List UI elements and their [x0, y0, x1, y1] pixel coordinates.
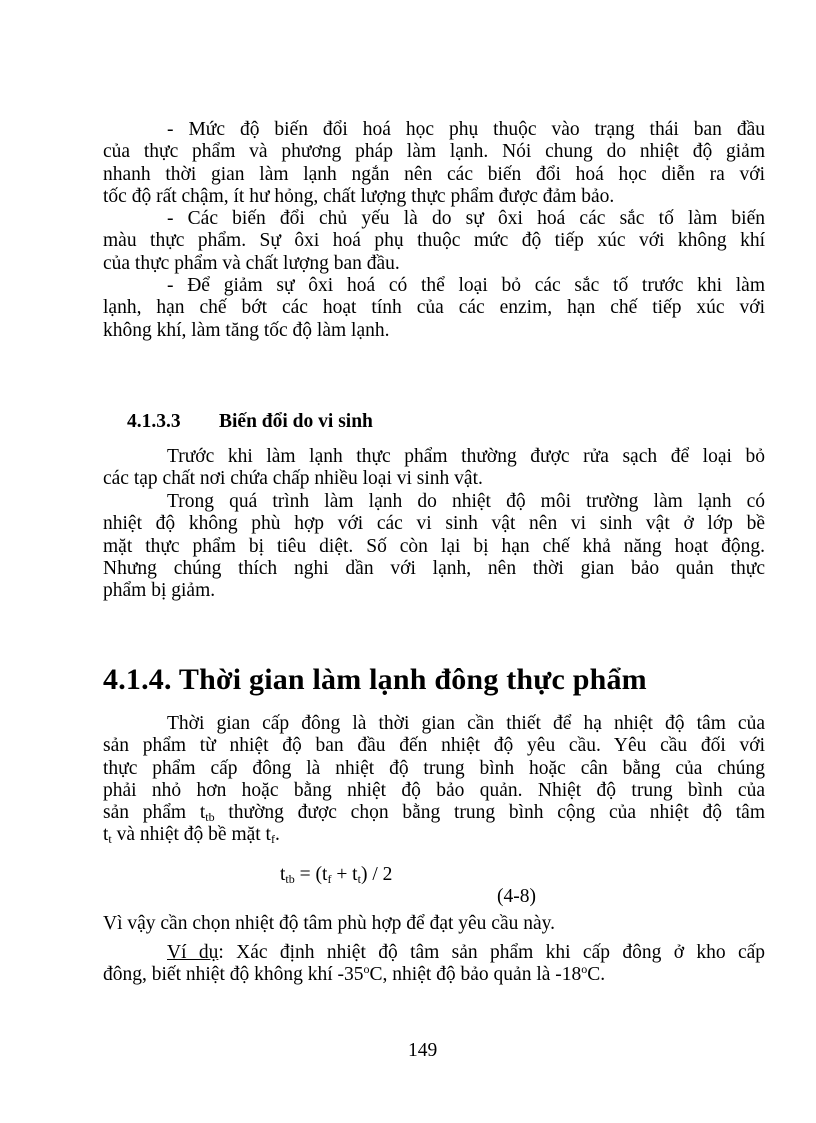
paragraph-chemical-change [103, 119, 765, 208]
section-title: Biến đổi do vi sinh [219, 411, 373, 432]
subscript: t [108, 832, 112, 847]
text-line: Trong quá trình làm lạnh do nhiệt độ môi trường làm lạnh có [167, 491, 765, 512]
text-run: và nhiệt độ bề mặt t [111, 824, 271, 846]
text-run: C, nhiệt độ bảo quản là -18 [369, 964, 582, 986]
text-line: - Mức độ biến đổi hoá học phụ thuộc vào trạng thái ban đầu [167, 119, 765, 140]
text-run: sản phẩm t [103, 802, 206, 824]
superscript: o [363, 962, 370, 977]
text-run: : Xác định nhiệt độ tâm sản phẩm khi cấp đông ở kho cấp [218, 942, 766, 963]
formula-part: + t [331, 864, 358, 885]
paragraph-oxidation [103, 208, 765, 275]
text-line: phải nhỏ hơn hoặc bằng nhiệt độ bảo quản. Nhiệt độ trung bình của [103, 779, 765, 801]
paragraph-choose-core-temp [103, 913, 765, 935]
subscript: t [357, 872, 361, 886]
text-line: - Để giảm sự ôxi hoá có thể loại bỏ các sắc tố trước khi làm [167, 275, 765, 296]
text-run: C. [587, 964, 606, 986]
text-run: . [274, 824, 280, 846]
text-run: thường được chọn bằng trung bình cộng của nhiệt độ tâm [214, 802, 765, 824]
formula-part: ) / 2 [360, 864, 393, 885]
text-line: phẩm bị giảm. [103, 580, 216, 602]
text-line: không khí, làm tăng tốc độ làm lạnh. [103, 319, 390, 341]
paragraph-microbes [103, 491, 765, 602]
section-number: 4.1.3.3 [127, 411, 181, 432]
text-line: Vì vậy cần chọn nhiệt độ tâm phù hợp để đạt yêu cầu này. [103, 913, 555, 934]
paragraph-example [103, 942, 765, 987]
section-heading-414: 4.1.4. Thời gian làm lạnh đông thực phẩm [103, 663, 647, 696]
text-line: - Các biến đổi chủ yếu là do sự ôxi hoá các sắc tố làm biến [167, 208, 765, 229]
text-line: Thời gian cấp đông là thời gian cần thiết để hạ nhiệt độ tâm của [167, 713, 765, 734]
page-number: 149 [408, 1040, 438, 1061]
text-line: nhanh thời gian làm lạnh ngắn nên các biến đổi hoá học diễn ra với [103, 163, 765, 185]
subscript: f [327, 872, 332, 886]
subscript: tb [205, 810, 215, 825]
text-line: mặt thực phẩm bị tiêu diệt. Số còn lại bị hạn chế khả năng hoạt động. [103, 535, 765, 557]
subscript: f [270, 832, 275, 847]
example-label: Ví dụ [167, 942, 219, 963]
text-line: thực phẩm cấp đông là nhiệt độ trung bình hoặc cân bằng của chúng [103, 757, 765, 779]
paragraph-washing [103, 446, 765, 491]
text-line: Trước khi làm lạnh thực phẩm thường được rửa sạch để loại bỏ [167, 446, 765, 467]
text-line [103, 824, 765, 846]
paragraph-freezing-time [103, 713, 765, 847]
text-line: Nhưng chúng thích nghi dần với lạnh, nên thời gian bảo quản thực [103, 557, 765, 579]
formula-part: = (t [294, 864, 328, 885]
text-line: của thực phẩm và chất lượng ban đầu. [103, 252, 400, 274]
text-line: nhiệt độ không phù hợp với các vi sinh vật nên vi sinh vật ở lớp bề [103, 513, 765, 535]
text-run: đông, biết nhiệt độ không khí -35 [103, 964, 364, 986]
text-line [103, 802, 765, 824]
paragraph-reduce-oxidation [103, 275, 765, 342]
text-line: tốc độ rất chậm, ít hư hỏng, chất lượng thực phẩm được đảm bảo. [103, 185, 615, 207]
superscript: o [581, 962, 588, 977]
text-line [103, 942, 765, 964]
text-line: sản phẩm từ nhiệt độ ban đầu đến nhiệt độ yêu cầu. Yêu cầu đối với [103, 735, 765, 757]
formula-ttb [280, 864, 392, 886]
section-heading-4133 [127, 411, 373, 433]
text-line: lạnh, hạn chế bớt các hoạt tính của các enzim, hạn chế tiếp xúc với [103, 297, 765, 319]
formula-part: t [280, 864, 286, 885]
text-line [103, 964, 765, 986]
text-run: t [103, 824, 109, 846]
text-line: của thực phẩm và phương pháp làm lạnh. Nói chung do nhiệt độ giảm [103, 141, 765, 163]
text-line: màu thực phẩm. Sự ôxi hoá phụ thuộc mức độ tiếp xúc với không khí [103, 230, 765, 252]
subscript: tb [285, 872, 295, 886]
text-line: các tạp chất nơi chứa chấp nhiều loại vi sinh vật. [103, 468, 483, 490]
equation-number: (4-8) [497, 886, 536, 907]
